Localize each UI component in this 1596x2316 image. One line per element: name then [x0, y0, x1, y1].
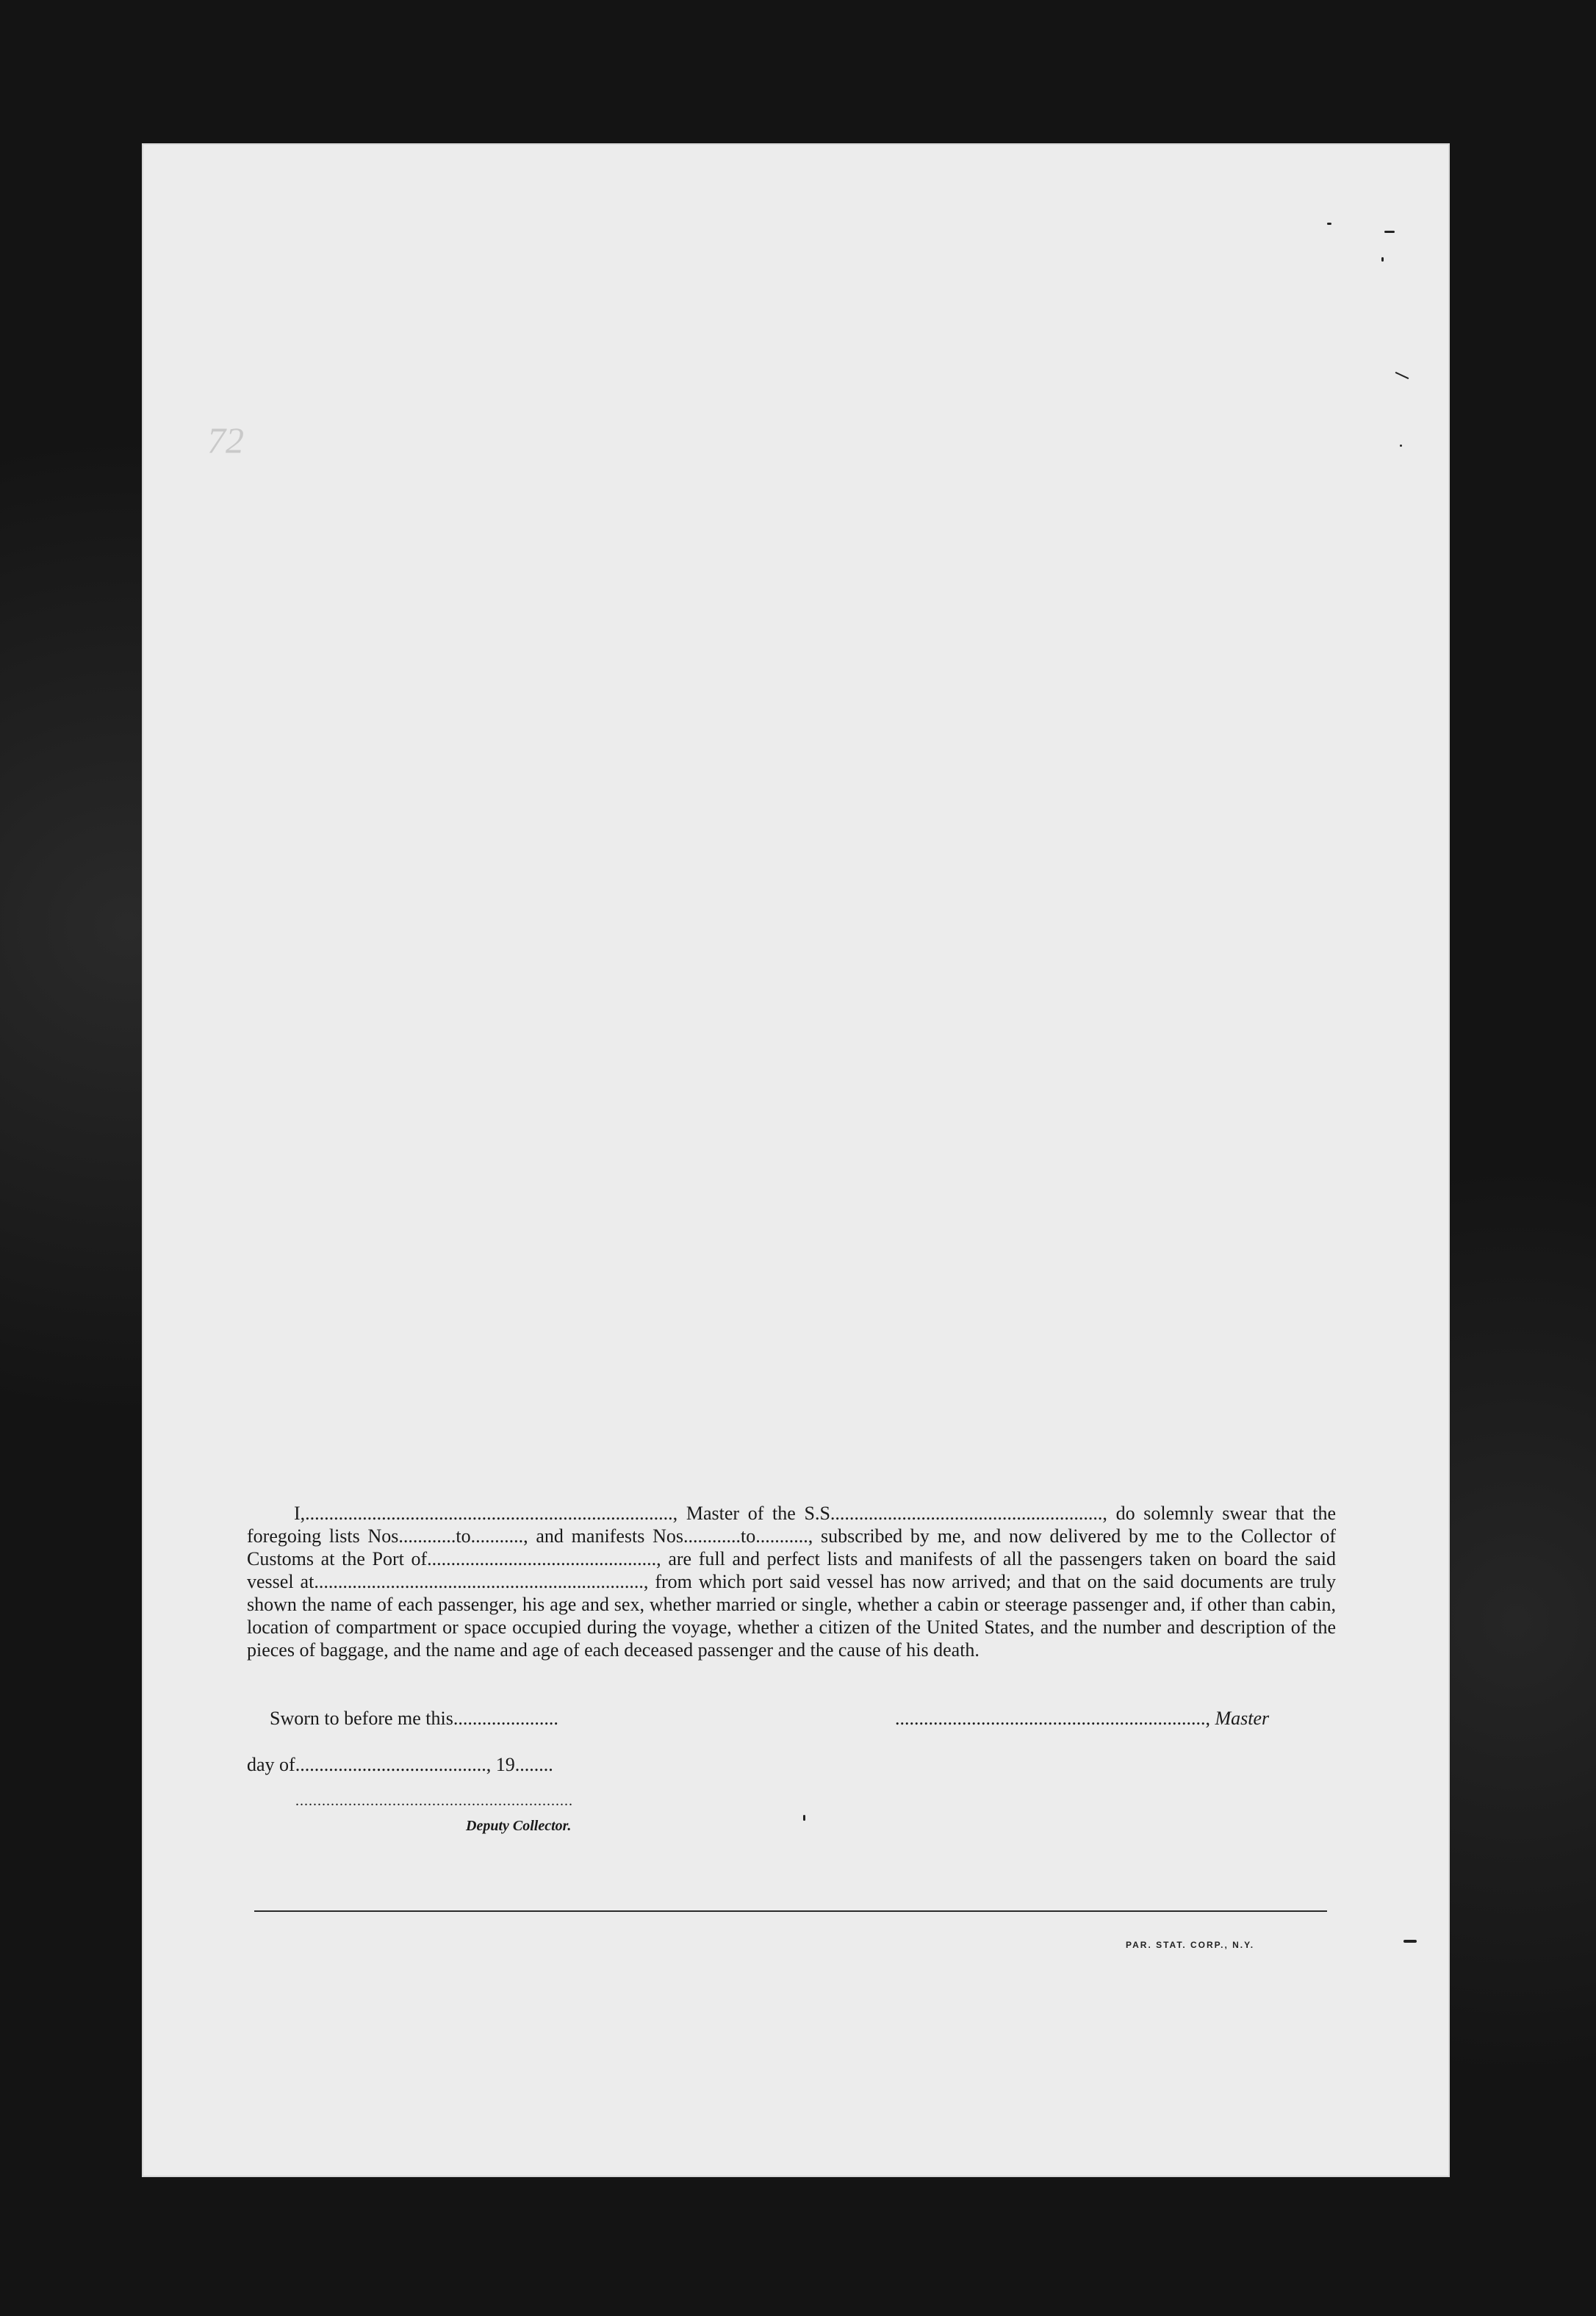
manifest-page [142, 143, 1450, 2177]
margin-mark: 72 [207, 420, 244, 461]
sworn-line: Sworn to before me this...................... [270, 1708, 558, 1729]
oath-text: I,............................................................................., Master of the S.S........................................................., do solemnly swear that the foregoing lists Nos............to..........., and manifests Nos............to..........., subscribed by me, and now delivered by me to the Collector of Customs at the Port of................................................, are full and perfect lists and manifests of all the passengers taken on board the said vessel at....................................................................., from which port said vessel has now arrived; and that on the said documents are truly shown the name of each passenger, his age and sex, whether married or single, whether a cabin or steerage passenger and, if other than cabin, location of compartment or space occupied during the voyage, whether a citizen of the United States, and the number and description of the pieces of baggage, and the name and age of each deceased passenger and the cause of his death. [247, 1503, 1336, 1661]
master-signature-dots: ................................................................., [895, 1708, 1210, 1729]
deputy-signature-dots: ............................................................... [295, 1793, 573, 1809]
master-signature-line [895, 1708, 1269, 1730]
oath-paragraph [247, 1502, 1336, 1661]
deputy-collector-label: Deputy Collector. [466, 1818, 572, 1834]
day-of-line: day of........................................, 19........ [247, 1754, 553, 1775]
printer-imprint: PAR. STAT. CORP., N.Y. [1126, 1940, 1255, 1950]
master-label: Master [1215, 1708, 1270, 1729]
footer-rule [254, 1910, 1327, 1912]
